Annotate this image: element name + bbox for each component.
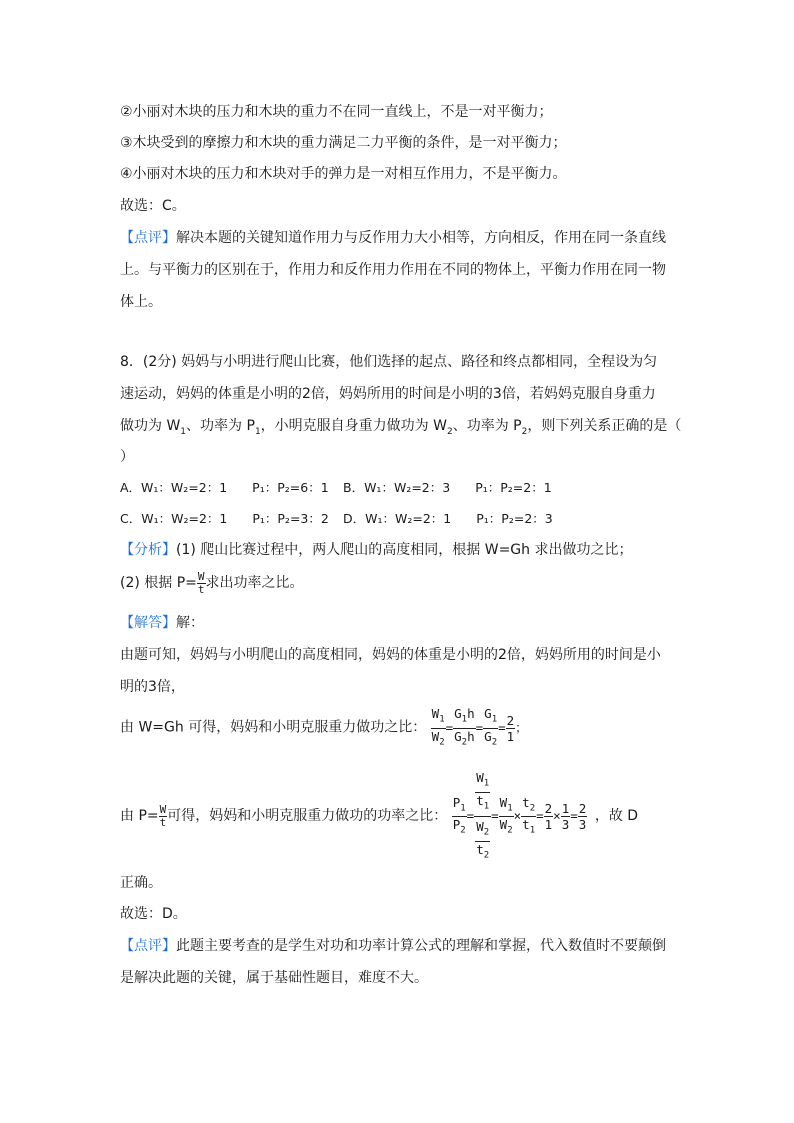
option-a[interactable]: A．W₁：W₂=2：1 P₁：P₂=6：1: [120, 480, 329, 495]
solution-1: 由题可知，妈妈与小明爬山的高度相同，妈妈的体重是小明的2倍，妈妈所用的时间是小: [120, 647, 661, 663]
q8-stem-3: [120, 416, 681, 442]
frac-t2-t1: $\frac{t_2}{t_1}$: [522, 794, 536, 836]
frac-2-1: $\frac{2}{1}$: [506, 712, 515, 744]
solution-2: 明的3倍，: [120, 679, 185, 695]
power-ratio-formula: $\frac{P_1}{P_2}$ = $\frac{\frac{W_1}{t_1}}{\frac{W_2}{t_2}}$ = $\frac{W_1}{W_2}$ × $\frac{t_2}{t_1}$ = $\frac{2}{1}$ × $\frac{1}{3}$ = $\frac{2}{3}$: [452, 808, 595, 823]
frac-p1-p2: $\frac{P_1}{P_2}$: [452, 794, 466, 836]
num: W: [197, 569, 205, 583]
prev-comment-2: 上。与平衡力的区别在于，作用力和反作用力作用在不同的物体上，平衡力作用在同一物: [120, 262, 666, 278]
prev-comment: [120, 228, 666, 248]
prev-comment-3: 体上。: [120, 294, 162, 310]
solution-text: ，故 D: [594, 808, 639, 824]
q8-stem-2: 速运动，妈妈的体重是小明的2倍，妈妈所用的时间是小明的3倍，若妈妈克服自身重力: [120, 386, 656, 402]
solution-text: 由 P=: [120, 808, 159, 824]
solution-tag: 【解答】: [120, 615, 176, 631]
comment-tag: 【点评】: [120, 938, 176, 954]
analysis-2: [120, 568, 304, 598]
frac-2-1-b: $\frac{2}{1}$: [544, 801, 553, 832]
q8-comment-1: [120, 936, 666, 956]
compound-frac: [474, 770, 491, 863]
comment-text: 此题主要考查的是学生对功和功率计算公式的理解和掌握，代入数值时不要颠倒: [176, 938, 666, 954]
comment-text: 解决本题的关键知道作用力与反作用力大小相等，方向相反，作用在同一条直线: [176, 230, 666, 246]
option-d[interactable]: D．W₁：W₂=2：1 P₁：P₂=2：3: [343, 511, 553, 526]
analysis-text: (1) 爬山比赛过程中，两人爬山的高度相同，根据 W=Gh 求出做功之比；: [176, 542, 633, 558]
work-ratio-formula: $\frac{W_1}{W_2}$ = $\frac{G_1h}{G_2h}$ = $\frac{G_1}{G_2}$ = $\frac{2}{1}$ ；: [431, 720, 528, 735]
sub: 2: [446, 426, 453, 437]
comment-tag: 【点评】: [120, 230, 176, 246]
prev-line-3: ③木块受到的摩擦力和木块的重力满足二力平衡的条件，是一对平衡力；: [120, 135, 567, 151]
frac-g1h-g2h: $\frac{G_1h}{G_2h}$: [454, 706, 475, 747]
sub: 2: [521, 426, 528, 437]
stem-part: 做功为 W: [120, 418, 181, 434]
sub: 1: [180, 426, 187, 437]
solution-text: 由 W=Gh 可得，妈妈和小明克服重力做功之比：: [120, 719, 427, 736]
frac-w1-t1: $\frac{W_1}{t_1}$: [476, 770, 490, 811]
sub: 1: [254, 426, 261, 437]
stem-part: 、功率为 P: [452, 418, 522, 434]
prev-answer: 故选：C。: [120, 198, 186, 214]
den: t: [197, 582, 205, 596]
prev-line-2: ②小丽对木块的压力和木块的重力不在同一直线上，不是一对平衡力；: [120, 104, 553, 120]
option-b[interactable]: B．W₁：W₂=2：3 P₁：P₂=2：1: [343, 480, 552, 495]
stem-part: 、功率为 P: [186, 418, 255, 434]
q8-answer: 故选：D。: [120, 906, 187, 922]
solution-5: 正确。: [120, 875, 162, 891]
frac-w2-t2: $\frac{W_2}{t_2}$: [476, 819, 490, 860]
analysis-tag: 【分析】: [120, 542, 176, 558]
solution-text: 可得，妈妈和小明克服重力做功的功率之比：: [167, 808, 448, 824]
frac-g1-g2: $\frac{G_1}{G_2}$: [484, 706, 498, 747]
analysis-text: 求出功率之比。: [205, 575, 304, 591]
formula-w-over-t: [197, 571, 206, 596]
analysis-1: [120, 540, 632, 560]
solution-colon: 解：: [176, 615, 204, 631]
option-c[interactable]: C．W₁：W₂=2：1 P₁：P₂=3：2: [120, 511, 329, 526]
frac-2-3: $\frac{2}{3}$: [578, 801, 587, 832]
q8-stem-4: ）: [120, 449, 134, 465]
analysis-text: (2) 根据 P=: [120, 575, 197, 591]
frac-w1-w2: $\frac{W_1}{W_2}$: [431, 706, 445, 747]
q8-comment-2: 是解决此题的关键，属于基础性题目，难度不大。: [120, 970, 428, 986]
q8-stem-1: 8．(2分) 妈妈与小明进行爬山比赛，他们选择的起点、路径和终点都相同，全程设为匀: [120, 354, 658, 370]
solution-tag-line: [120, 613, 204, 633]
formula-w-over-t-2: $\frac{W}{t}$: [159, 802, 167, 829]
solution-work-ratio: [120, 706, 528, 750]
frac-1-3: $\frac{1}{3}$: [561, 801, 570, 832]
solution-power-ratio: [120, 764, 638, 868]
stem-part: ，则下列关系正确的是（: [527, 418, 682, 434]
frac-w1-w2-b: $\frac{W_1}{W_2}$: [499, 794, 513, 836]
stem-part: ，小明克服自身重力做功为 W: [260, 418, 447, 434]
prev-line-4: ④小丽对木块的压力和木块对手的弹力是一对相互作用力，不是平衡力。: [120, 166, 567, 182]
